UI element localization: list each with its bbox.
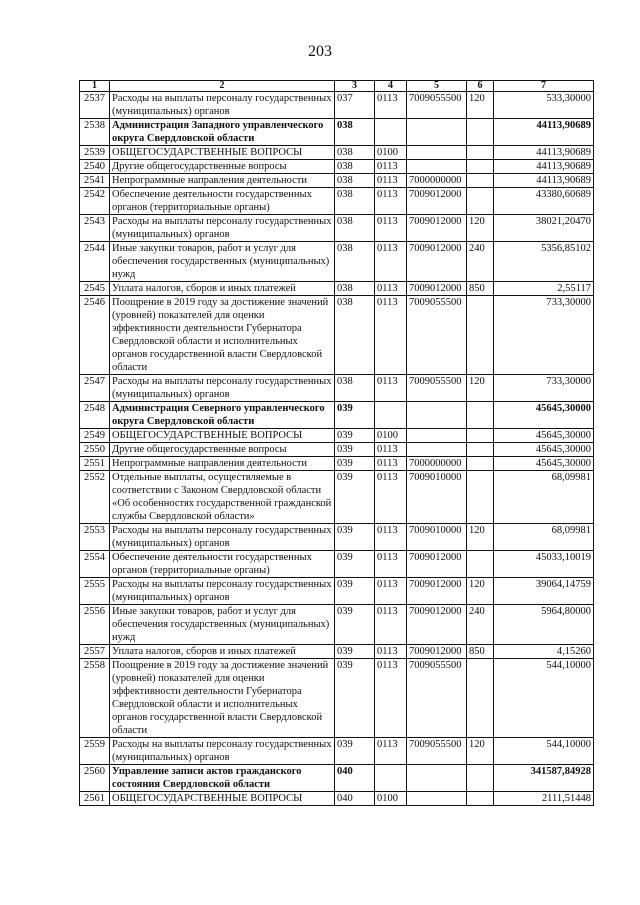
code-admin: 039 [335,443,375,457]
code-admin: 039 [335,738,375,765]
code-target [407,119,467,146]
row-name: Расходы на выплаты персоналу государственных (муниципальных) органов [110,738,335,765]
code-expense-type: 120 [467,92,494,119]
row-number: 2538 [80,119,110,146]
row-amount: 533,30000 [494,92,594,119]
code-admin: 039 [335,659,375,738]
row-amount: 45033,10019 [494,551,594,578]
row-number: 2557 [80,645,110,659]
row-amount: 43380,60689 [494,188,594,215]
code-admin: 039 [335,471,375,524]
row-name: Администрация Северного управленческого округа Свердловской области [110,402,335,429]
code-section: 0113 [375,524,407,551]
row-name: Другие общегосударственные вопросы [110,160,335,174]
row-name: Непрограммные направления деятельности [110,174,335,188]
code-section: 0113 [375,92,407,119]
column-header: 3 [335,81,375,92]
table-row [80,119,594,146]
row-number: 2556 [80,605,110,645]
code-section: 0113 [375,605,407,645]
code-admin: 039 [335,524,375,551]
row-number: 2540 [80,160,110,174]
row-amount: 2,55117 [494,282,594,296]
row-name: Непрограммные направления деятельности [110,457,335,471]
page-number: 203 [308,43,332,60]
code-target: 7009055500 [407,296,467,375]
code-admin: 037 [335,92,375,119]
code-section: 0100 [375,792,407,806]
code-admin: 038 [335,119,375,146]
row-number: 2559 [80,738,110,765]
code-expense-type [467,471,494,524]
row-amount: 68,09981 [494,524,594,551]
budget-table [79,80,594,806]
code-target: 7009010000 [407,471,467,524]
code-target: 7009012000 [407,282,467,296]
row-amount: 5356,85102 [494,242,594,282]
row-name: ОБЩЕГОСУДАРСТВЕННЫЕ ВОПРОСЫ [110,792,335,806]
table-row [80,645,594,659]
row-amount: 733,30000 [494,375,594,402]
code-admin: 038 [335,160,375,174]
column-header: 2 [110,81,335,92]
code-section: 0113 [375,215,407,242]
row-name: Другие общегосударственные вопросы [110,443,335,457]
code-admin: 039 [335,551,375,578]
column-header: 4 [375,81,407,92]
row-amount: 544,10000 [494,659,594,738]
row-name: Расходы на выплаты персоналу государственных (муниципальных) органов [110,215,335,242]
row-number: 2547 [80,375,110,402]
row-number: 2544 [80,242,110,282]
code-expense-type [467,119,494,146]
row-name: Администрация Западного управленческого округа Свердловской области [110,119,335,146]
code-target: 7009010000 [407,524,467,551]
table-row [80,188,594,215]
table-row [80,174,594,188]
code-section [375,119,407,146]
code-admin: 040 [335,792,375,806]
code-expense-type: 240 [467,605,494,645]
row-number: 2560 [80,765,110,792]
row-number: 2543 [80,215,110,242]
row-name: Уплата налогов, сборов и иных платежей [110,282,335,296]
code-admin: 038 [335,215,375,242]
row-amount: 341587,84928 [494,765,594,792]
row-name: Расходы на выплаты персоналу государственных (муниципальных) органов [110,375,335,402]
code-section: 0113 [375,471,407,524]
code-section: 0113 [375,296,407,375]
table-row [80,792,594,806]
row-number: 2548 [80,402,110,429]
code-expense-type [467,659,494,738]
row-amount: 44113,90689 [494,146,594,160]
code-section: 0113 [375,242,407,282]
code-admin: 039 [335,605,375,645]
row-name: ОБЩЕГОСУДАРСТВЕННЫЕ ВОПРОСЫ [110,429,335,443]
row-number: 2558 [80,659,110,738]
row-number: 2554 [80,551,110,578]
header-row [80,81,594,92]
row-amount: 4,15260 [494,645,594,659]
code-admin: 038 [335,282,375,296]
code-expense-type: 120 [467,215,494,242]
code-expense-type [467,551,494,578]
row-amount: 44113,90689 [494,160,594,174]
code-section: 0113 [375,443,407,457]
row-number: 2539 [80,146,110,160]
code-expense-type: 120 [467,738,494,765]
table-row [80,402,594,429]
row-amount: 38021,20470 [494,215,594,242]
row-name: Расходы на выплаты персоналу государственных (муниципальных) органов [110,524,335,551]
table-row [80,524,594,551]
column-header: 1 [80,81,110,92]
row-name: Уплата налогов, сборов и иных платежей [110,645,335,659]
code-target: 7009012000 [407,215,467,242]
code-target: 7009012000 [407,578,467,605]
row-amount: 2111,51448 [494,792,594,806]
row-number: 2546 [80,296,110,375]
code-section: 0113 [375,578,407,605]
code-expense-type: 850 [467,645,494,659]
code-section: 0113 [375,282,407,296]
code-section: 0113 [375,375,407,402]
code-target: 7009055500 [407,738,467,765]
code-expense-type: 240 [467,242,494,282]
code-section: 0113 [375,659,407,738]
code-admin: 039 [335,402,375,429]
table-row [80,92,594,119]
row-number: 2549 [80,429,110,443]
row-amount: 68,09981 [494,471,594,524]
code-admin: 038 [335,375,375,402]
code-expense-type [467,429,494,443]
code-target [407,160,467,174]
code-section: 0113 [375,457,407,471]
code-expense-type: 120 [467,524,494,551]
code-target: 7009012000 [407,605,467,645]
code-section: 0113 [375,645,407,659]
column-header: 6 [467,81,494,92]
row-amount: 544,10000 [494,738,594,765]
table-row [80,296,594,375]
code-target [407,146,467,160]
row-name: Расходы на выплаты персоналу государственных (муниципальных) органов [110,92,335,119]
code-target: 7000000000 [407,457,467,471]
row-name: Поощрение в 2019 году за достижение значений (уровней) показателей для оценки эффективности деятельности Губернатора Свердловской области и исполнительных органов государственной власти Свердловской области [110,659,335,738]
code-target [407,429,467,443]
row-amount: 44113,90689 [494,119,594,146]
code-target: 7009012000 [407,551,467,578]
row-number: 2542 [80,188,110,215]
code-section: 0113 [375,174,407,188]
row-name: Иные закупки товаров, работ и услуг для обеспечения государственных (муниципальных) нужд [110,242,335,282]
code-admin: 040 [335,765,375,792]
table-row [80,659,594,738]
code-admin: 038 [335,174,375,188]
table-row [80,738,594,765]
table-row [80,471,594,524]
table-row [80,282,594,296]
table-row [80,215,594,242]
table-row [80,443,594,457]
table-row [80,242,594,282]
code-section: 0113 [375,738,407,765]
code-expense-type [467,792,494,806]
row-amount: 45645,30000 [494,443,594,457]
code-admin: 039 [335,429,375,443]
code-expense-type [467,765,494,792]
row-number: 2555 [80,578,110,605]
code-admin: 039 [335,645,375,659]
code-expense-type [467,174,494,188]
code-target: 7009012000 [407,188,467,215]
table-row [80,457,594,471]
row-number: 2545 [80,282,110,296]
code-target: 7009012000 [407,645,467,659]
row-number: 2561 [80,792,110,806]
code-section [375,765,407,792]
code-admin: 039 [335,457,375,471]
table-row [80,578,594,605]
row-name: Отдельные выплаты, осуществляемые в соответствии с Законом Свердловской области «Об особенностях государственной гражданской службы Свердловской области» [110,471,335,524]
table-row [80,146,594,160]
code-expense-type [467,296,494,375]
row-amount: 5964,80000 [494,605,594,645]
row-amount: 45645,30000 [494,429,594,443]
row-name: Иные закупки товаров, работ и услуг для обеспечения государственных (муниципальных) нужд [110,605,335,645]
row-name: Обеспечение деятельности государственных органов (территориальные органы) [110,188,335,215]
code-admin: 038 [335,296,375,375]
code-expense-type: 120 [467,375,494,402]
column-header: 7 [494,81,594,92]
row-number: 2537 [80,92,110,119]
code-section: 0113 [375,188,407,215]
row-name: Расходы на выплаты персоналу государственных (муниципальных) органов [110,578,335,605]
code-expense-type [467,443,494,457]
row-name: ОБЩЕГОСУДАРСТВЕННЫЕ ВОПРОСЫ [110,146,335,160]
row-amount: 39064,14759 [494,578,594,605]
code-target: 7009055500 [407,92,467,119]
table-row [80,160,594,174]
column-header: 5 [407,81,467,92]
code-target: 7009055500 [407,375,467,402]
code-target [407,443,467,457]
row-number: 2550 [80,443,110,457]
row-number: 2552 [80,471,110,524]
row-amount: 45645,30000 [494,402,594,429]
code-expense-type [467,188,494,215]
code-target [407,792,467,806]
code-expense-type: 120 [467,578,494,605]
row-name: Управление записи актов гражданского состояния Свердловской области [110,765,335,792]
code-expense-type: 850 [467,282,494,296]
code-admin: 038 [335,242,375,282]
code-section [375,402,407,429]
row-amount: 733,30000 [494,296,594,375]
row-amount: 45645,30000 [494,457,594,471]
row-name: Обеспечение деятельности государственных органов (территориальные органы) [110,551,335,578]
row-name: Поощрение в 2019 году за достижение значений (уровней) показателей для оценки эффективности деятельности Губернатора Свердловской области и исполнительных органов государственной власти Свердловской области [110,296,335,375]
table-row [80,765,594,792]
code-section: 0113 [375,551,407,578]
table-row [80,429,594,443]
code-target: 7000000000 [407,174,467,188]
row-amount: 44113,90689 [494,174,594,188]
code-expense-type [467,457,494,471]
code-expense-type [467,146,494,160]
code-target [407,765,467,792]
row-number: 2553 [80,524,110,551]
code-expense-type [467,160,494,174]
code-target: 7009012000 [407,242,467,282]
code-section: 0100 [375,429,407,443]
table-row [80,551,594,578]
row-number: 2541 [80,174,110,188]
table-row [80,605,594,645]
code-expense-type [467,402,494,429]
code-target: 7009055500 [407,659,467,738]
row-number: 2551 [80,457,110,471]
code-section: 0100 [375,146,407,160]
table-row [80,375,594,402]
code-admin: 038 [335,188,375,215]
code-section: 0113 [375,160,407,174]
code-admin: 039 [335,578,375,605]
code-admin: 038 [335,146,375,160]
code-target [407,402,467,429]
